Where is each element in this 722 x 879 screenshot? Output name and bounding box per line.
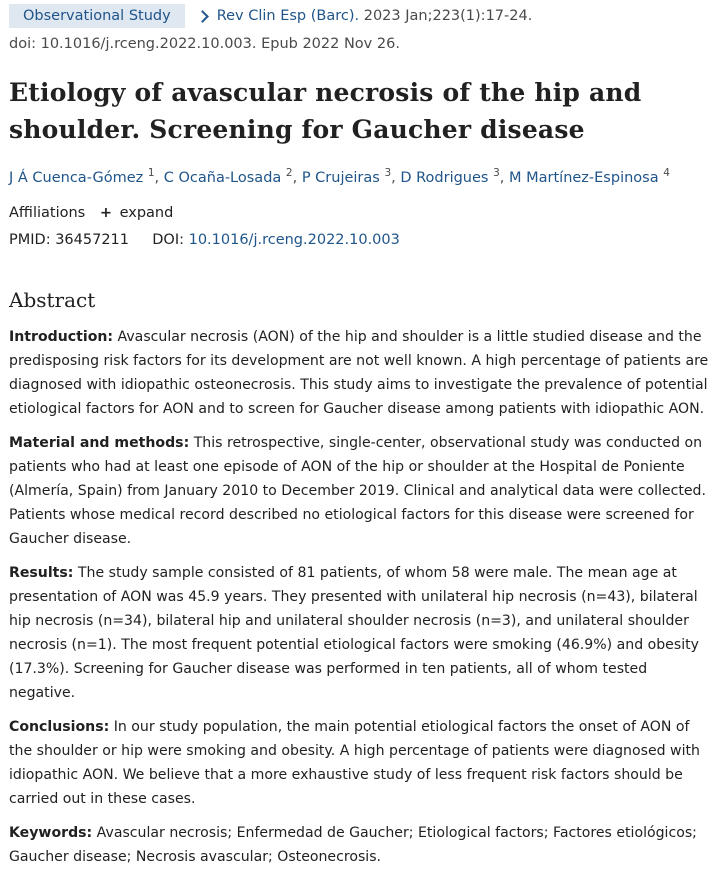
section-text: The study sample consisted of 81 patients, of whom 58 were male. The mean age at presentation of AON was 45.9 years. They presented with unilateral hip necrosis (n=43), bilateral hip necrosis (n=34), bilateral hip and unilateral shoulder necrosis (n=3), and unilateral shoulder necrosis (n=1). The most frequent potential etiological factors were smoking (46.9%) and obesity (17.3%). Screening for Gaucher disease was performed in ten patients, all of whom tested negative. [9, 565, 699, 701]
author-affiliation-number[interactable]: 2 [285, 167, 293, 179]
author-link[interactable]: D Rodrigues [400, 169, 489, 186]
author-link[interactable]: M Martínez-Espinosa [509, 169, 659, 186]
pmid-value: 36457211 [55, 232, 130, 248]
section-text: In our study population, the main potential etiological factors the onset of AON of the shoulder or hip were smoking and obesity. A high percentage of patients were diagnosed with idiopathic AON. We believe that a more exhaustive study of less frequent risk factors should be carried out in these cases. [9, 719, 700, 807]
keywords-text: Avascular necrosis; Enfermedad de Gaucher; Etiological factors; Factores etiológicos; Gaucher disease; Necrosis avascular; Osteonecrosis. [9, 825, 697, 865]
section-text: This retrospective, single-center, observational study was conducted on patients who had at least one episode of AON of the hip or shoulder at the Hospital de Poniente (Almería, Spain) from January 2010 to December 2019. Clinical and analytical data were collected. Patients whose medical record described no etiological factors for this disease were screened for Gaucher disease. [9, 435, 706, 547]
abstract-heading: Abstract [9, 288, 96, 312]
doi-label: DOI: [152, 232, 184, 248]
journal-link[interactable]: Rev Clin Esp (Barc). [216, 8, 360, 24]
article-title: Etiology of avascular necrosis of the hip and shoulder. Screening for Gaucher disease [9, 78, 642, 144]
author-link[interactable]: P Crujeiras [301, 169, 380, 186]
expand-affiliations-button[interactable]: expand [119, 205, 174, 221]
author-link[interactable]: C Ocaña-Losada [163, 169, 282, 186]
author-affiliation-number[interactable]: 3 [493, 167, 500, 179]
author-affiliation-number[interactable]: 1 [147, 167, 155, 179]
citation-text: 2023 Jan;223(1):17-24. [363, 8, 533, 24]
article-type-badge[interactable]: Observational Study [9, 4, 185, 28]
section-text: Avascular necrosis (AON) of the hip and shoulder is a little studied disease and the predisposing risk factors for its development are not well known. A high percentage of patients are diagnosed with idiopathic osteonecrosis. This study aims to investigate the prevalence of potential etiological factors for AON and to screen for Gaucher disease among patients with idiopathic AON. [9, 329, 709, 417]
abstract-section-conclusions [9, 715, 715, 811]
author-link[interactable]: J Á Cuenca-Gómez [9, 169, 144, 186]
author-affiliation-number[interactable]: 4 [663, 167, 670, 179]
abstract-section-methods [9, 431, 715, 551]
author-affiliation-number[interactable]: 3 [384, 167, 392, 179]
abstract-section-introduction [9, 325, 715, 421]
affiliations-row [9, 205, 173, 221]
doi-epub-line: doi: 10.1016/j.rceng.2022.10.003. Epub 2022 Nov 26. [9, 36, 400, 52]
doi-link[interactable]: 10.1016/j.rceng.2022.10.003 [188, 232, 400, 248]
abstract-section-results [9, 561, 715, 705]
abstract-body [9, 325, 715, 879]
pmid-label: PMID: [9, 232, 51, 248]
identifiers-row [9, 232, 400, 248]
affiliations-label: Affiliations [9, 205, 86, 221]
section-label: Conclusions: [9, 719, 110, 735]
citation-row [9, 4, 713, 28]
keywords-label: Keywords: [9, 825, 93, 841]
section-label: Introduction: [9, 329, 114, 345]
citation-details [359, 8, 532, 24]
chevron-right-icon [196, 10, 209, 23]
abstract-keywords [9, 821, 715, 869]
author-list: J Á Cuenca-Gómez $^1$, C Ocaña-Losada $^2$, P Crujeiras $^3$, D Rodrigues $^3$, M Martínez-Espinosa $^4$ [9, 167, 670, 186]
plus-icon[interactable]: + [99, 205, 112, 221]
section-label: Results: [9, 565, 74, 581]
section-label: Material and methods: [9, 435, 190, 451]
